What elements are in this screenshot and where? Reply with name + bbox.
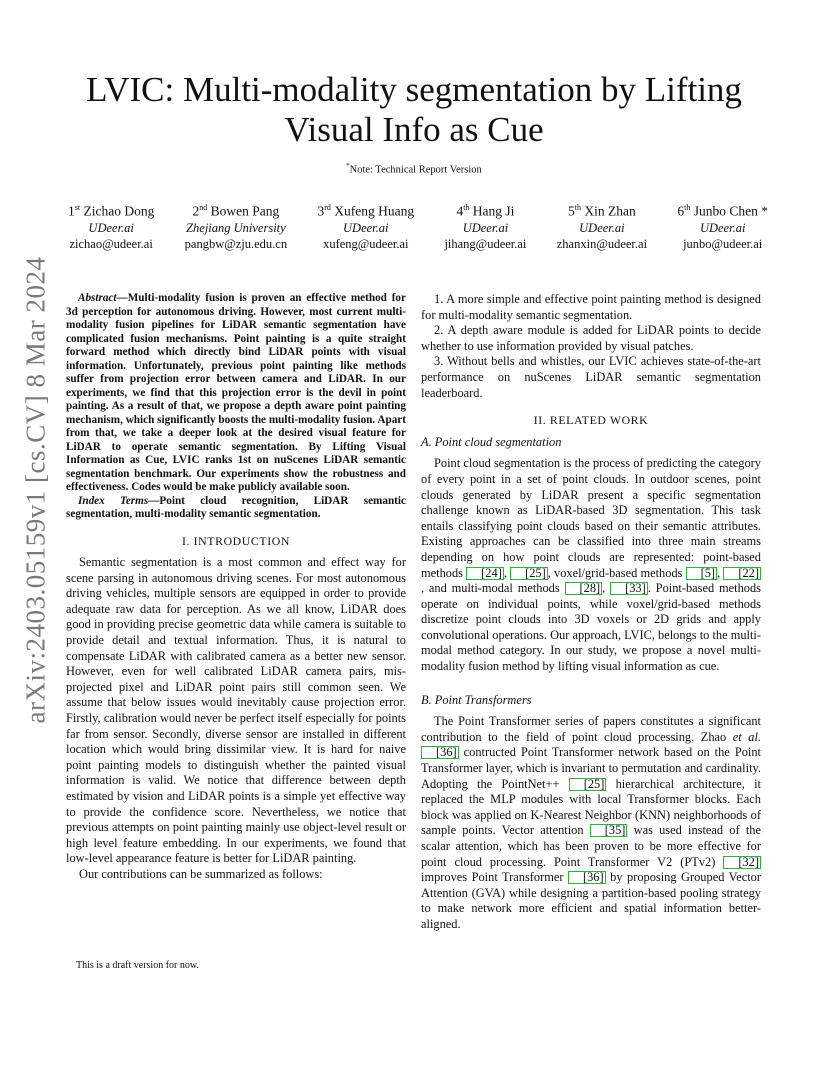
author-ordinal: 1 (68, 203, 75, 219)
related-a-text-2: , voxel/grid-based methods (547, 565, 683, 580)
author-ordinal: 4 (456, 203, 464, 219)
related-b-text-1: The Point Transformer series of papers constitutes a significant contribution to the field of point cloud processing. Zhao (421, 714, 761, 744)
index-terms (66, 495, 406, 522)
contribution-1: 1. A more simple and effective point painting method is designed for multi-modality semantic segmentation. (421, 292, 761, 322)
citation-link[interactable]: [28] (565, 582, 603, 595)
et-al: et al. (732, 729, 761, 744)
author-affiliation: UDeer.ai (343, 220, 389, 235)
arxiv-watermark (6, 180, 66, 800)
subsection-heading-point-transformers: B. Point Transformers (421, 692, 532, 707)
intro-paragraph-2: Our contributions can be summarized as follows: (79, 866, 323, 881)
arxiv-id: arXiv:2403.05159v1 [cs.CV] 8 Mar 2024 (20, 256, 51, 724)
author-1 (68, 200, 154, 252)
author-ordinal-suffix: th (684, 203, 691, 212)
author-name: Zichao Dong (83, 203, 155, 219)
author-name: Xufeng Huang (334, 203, 415, 219)
author-ordinal-suffix: th (463, 203, 470, 212)
index-terms-label: Index Terms (78, 494, 149, 507)
author-name: Junbo Chen * (693, 203, 768, 219)
abstract-text: —Multi-modality fusion is proven an effective method for 3d perception for autonomous driving. However, most current multi-modality fusion pipelines for LiDAR semantic segmentation have complicated fusion mechanisms. Point painting is a quite straight forward method which directly bind LiDAR points with visual information. Unfortunately, previous point painting like methods suffer from projection error between camera and LiDAR. In our experiments, we find that this projection error is the devil in point painting. As a result of that, we propose a depth aware point painting mechanism, which significantly boosts the multi-modality fusion. Apart from that, we take a deeper look at the desired visual feature for LiDAR to operate semantic segmentation. By Lifting Visual Information as Cue, LVIC ranks 1st on nuScenes LiDAR semantic segmentation benchmark. Our experiments show the robustness and effectiveness. Codes would be make publicly available soon. (66, 292, 406, 493)
author-ordinal: 3 (317, 203, 325, 219)
author-ordinal-suffix: th (574, 203, 582, 212)
author-affiliation: Zhejiang University (186, 220, 286, 235)
citation-link[interactable]: [32] (723, 856, 761, 869)
note-text: Note: Technical Report Version (349, 164, 482, 176)
paper-title (0, 70, 828, 150)
note-mark: * (346, 162, 350, 170)
related-a-text-4: . Point-based methods operate on individual points, while voxel/grid-based methods discretize point clouds into 3D voxels or 2D grids and apply convolutional operations. Our approach, LVIC, belongs to the multi-modal method category. In our study, we propose a novel multi-modality fusion method by lifting visual information as cue. (421, 581, 761, 674)
author-affiliation: UDeer.ai (579, 220, 625, 235)
citation-link[interactable]: [36] (568, 871, 606, 884)
citation-link[interactable]: [5] (686, 567, 717, 580)
citation-link[interactable]: [33] (610, 582, 648, 595)
author-2 (185, 200, 287, 252)
related-b-text-4: was used instead of the scalar attention, which has been proven to be more effective for point cloud processing. Point Transformer V2 (PTv2) (421, 823, 761, 869)
title-note (0, 162, 828, 176)
related-b-text-5: improves Point Transformer (421, 870, 564, 885)
author-ordinal-suffix: rd (324, 203, 331, 212)
citation-separator: , (503, 565, 507, 580)
related-b-paragraph (421, 714, 761, 932)
citation-link[interactable]: [25] (510, 567, 548, 580)
citation-link[interactable]: [22] (723, 567, 761, 580)
author-5 (557, 200, 647, 252)
author-email: junbo@udeer.ai (683, 236, 763, 251)
author-email: pangbw@zju.edu.cn (184, 236, 288, 251)
related-b-text-3: hierarchical architecture, it replaced the MLP modules with local Transformer blocks. Each block was applied on K-Nearest Neighbor (KNN) neighborhoods of sample points. Vector attention (421, 776, 761, 838)
footnote: This is a draft version for now. (76, 960, 199, 971)
author-email: jihang@udeer.ai (444, 236, 527, 251)
author-affiliation: UDeer.ai (699, 220, 746, 235)
author-ordinal: 6 (677, 203, 685, 219)
related-b-text-6: by proposing Grouped Vector Attention (GVA) while designing a partition-based pooling strategy to make network more efficient and spatial information better-aligned. (421, 870, 761, 931)
subsection-heading-point-cloud-segmentation: A. Point cloud segmentation (421, 434, 562, 449)
citation-link[interactable]: [25] (569, 778, 607, 791)
author-ordinal-suffix: st (74, 203, 81, 212)
related-a-text-3: , and multi-modal methods (421, 581, 560, 596)
author-3 (317, 200, 414, 252)
author-ordinal: 5 (568, 203, 575, 219)
author-name: Bowen Pang (210, 203, 280, 219)
title-line-2: Visual Info as Cue (284, 110, 544, 149)
author-name: Xin Zhan (584, 203, 636, 219)
related-a-paragraph (421, 456, 761, 674)
author-6 (677, 200, 768, 252)
citation-link[interactable]: [24] (466, 567, 504, 580)
author-name: Hang Ji (472, 203, 515, 219)
author-affiliation: UDeer.ai (462, 220, 509, 235)
contribution-3: 3. Without bells and whistles, our LVIC achieves state-of-the-art performance on nuScenes LiDAR semantic segmentation leaderboard. (421, 354, 761, 400)
related-a-text-1: Point cloud segmentation is the process of predicting the category of every point in a set of point clouds. In outdoor scenes, point clouds generated by LiDAR present a specific segmentation challenge known as LiDAR-based 3D segmentation. This task entails classifying point clouds based on their semantic attributes. Existing approaches can be classified into three main streams depending on how point clouds are represented: point-based methods (421, 456, 761, 580)
abstract (66, 292, 406, 495)
citation-link[interactable]: [35] (590, 824, 628, 837)
author-ordinal-suffix: nd (199, 203, 208, 212)
author-email: xufeng@udeer.ai (323, 236, 409, 251)
section-heading-introduction: I. INTRODUCTION (182, 533, 290, 548)
citation-separator: , (602, 581, 606, 596)
related-b-text-2: contructed Point Transformer network based on the Point Transformer layer, which is invariant to permutation and cardinality. Adopting the PointNet++ (421, 745, 761, 791)
section-heading-related-work: II. RELATED WORK (533, 413, 649, 428)
author-4 (444, 200, 526, 252)
citation-separator: , (717, 565, 721, 580)
left-column (66, 292, 406, 883)
title-line-1: LVIC: Multi-modality segmentation by Lifting (86, 70, 742, 109)
contribution-2: 2. A depth aware module is added for LiDAR points to decide whether to use information provided by visual patches. (421, 323, 761, 353)
intro-paragraph-1: Semantic segmentation is a most common and effect way for scene parsing in autonomous driving scenes. For most autonomous driving vehicles, multiple sensors are equipped in order to provide adequate raw data for perception. As we all know, LiDAR does good in providing precise geometric data while camera is suitable to provide detail and textual information. Thus, it is natural to compensate LiDAR with calibrated camera as a better new sensor. However, even for well calibrated LiDAR camera pairs, mis-projected pixel and LiDAR point pairs still common seen. We assume that below issues would inevitably cause projection error. Firstly, calibration would never be perfect itself especially for points far from sensor. Secondly, diverse sensor are installed in different location which would bring dissimilar view. It is hard for naive point painting models to distinguish whether the painted visual information is valid. We notice that difference between depth estimated by vision and LiDAR points is a simple yet effective way to provide the confidence score. Nevertheless, we notice that previous attempts on point painting mainly use object-level result or high level feature embedding. In our experiments, we found that low-level appearance feature is better for LiDAR painting. (66, 555, 406, 866)
abstract-label: Abstract (78, 292, 117, 304)
citation-link[interactable]: [36] (421, 746, 459, 759)
right-column (421, 292, 761, 933)
author-ordinal: 2 (192, 203, 200, 219)
author-email: zhanxin@udeer.ai (556, 236, 648, 251)
author-email: zichao@udeer.ai (69, 236, 153, 251)
index-terms-text: —Point cloud recognition, LiDAR semantic segmentation, multi-modality semantic segmentation. (66, 494, 406, 520)
author-affiliation: UDeer.ai (88, 220, 134, 235)
author-block (68, 200, 768, 252)
